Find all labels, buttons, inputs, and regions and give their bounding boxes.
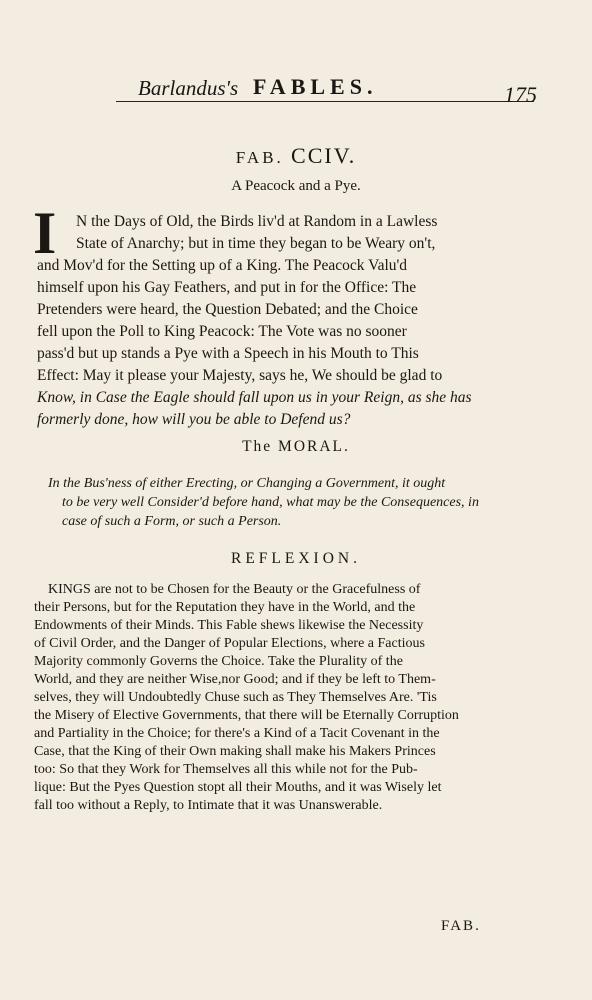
reflexion-line: the Misery of Elective Governments, that there will be Eternally Corruption <box>34 708 459 723</box>
moral-heading: The MORAL. <box>242 438 350 455</box>
running-head-title: FABLES. <box>253 74 378 99</box>
reflexion-heading: REFLEXION. <box>231 550 361 567</box>
fable-line: fell upon the Poll to King Peacock: The Vote was no sooner <box>37 323 407 340</box>
fable-line: Know, in Case the Eagle should fall upon us in your Reign, as she has <box>37 389 472 406</box>
running-head <box>138 74 438 102</box>
fable-line: Pretenders were heard, the Question Debated; and the Choice <box>37 301 418 318</box>
fable-line: N the Days of Old, the Birds liv'd at Random in a Lawless <box>76 213 438 230</box>
drop-cap: I <box>33 200 57 266</box>
reflexion-line: Endowments of their Minds. This Fable shews likewise the Necessity <box>34 618 424 633</box>
fable-title: A Peacock and a Pye. <box>231 178 361 194</box>
reflexion-line: KINGS are not to be Chosen for the Beauty or the Gracefulness of <box>48 582 421 597</box>
fable-number <box>0 143 592 169</box>
moral-line: case of such a Form, or such a Person. <box>62 514 282 529</box>
reflexion-line: Case, that the King of their Own making shall make his Makers Princes <box>34 744 436 759</box>
running-head-author: Barlandus's <box>138 76 239 100</box>
reflexion-line: Majority commonly Governs the Choice. Take the Plurality of the <box>34 654 403 669</box>
reflexion-line: fall too without a Reply, to Intimate that it was Unanswerable. <box>34 798 383 813</box>
reflexion-line: World, and they are neither Wise,nor Good; and if they be left to Them- <box>34 672 436 687</box>
fable-line: pass'd but up stands a Pye with a Speech in his Mouth to This <box>37 345 419 362</box>
fable-line: himself upon his Gay Feathers, and put in for the Office: The <box>37 279 417 296</box>
catchword: FAB. <box>441 918 481 934</box>
fable-line: and Mov'd for the Setting up of a King. The Peacock Valu'd <box>37 257 408 274</box>
fable-number-label: FAB. <box>235 148 284 167</box>
reflexion-line: and Partiality in the Choice; for there's a Kind of a Tacit Covenant in the <box>34 726 440 741</box>
reflexion-line: of Civil Order, and the Danger of Popular Elections, where a Factious <box>34 636 425 651</box>
reflexion-line: lique: But the Pyes Question stopt all their Mouths, and it was Wisely let <box>34 780 442 795</box>
fable-line: Effect: May it please your Majesty, says he, We should be glad to <box>37 367 443 384</box>
reflexion-line: their Persons, but for the Reputation they have in the World, and the <box>34 600 416 615</box>
moral-line: to be very well Consider'd before hand, what may be the Consequences, in <box>62 495 479 510</box>
running-head-rule <box>116 101 534 102</box>
fable-number-roman: CCIV. <box>291 143 357 168</box>
reflexion-line: too: So that they Work for Themselves all this while not for the Pub- <box>34 762 418 777</box>
moral-line: In the Bus'ness of either Erecting, or Changing a Government, it ought <box>48 476 446 491</box>
fable-line: State of Anarchy; but in time they began to be Weary on't, <box>76 235 436 252</box>
reflexion-line: selves, they will Undoubtedly Chuse such as They Themselves Are. 'Tis <box>34 690 437 705</box>
fable-line: formerly done, how will you be able to Defend us? <box>37 411 351 428</box>
page-number: 175 <box>504 82 537 107</box>
